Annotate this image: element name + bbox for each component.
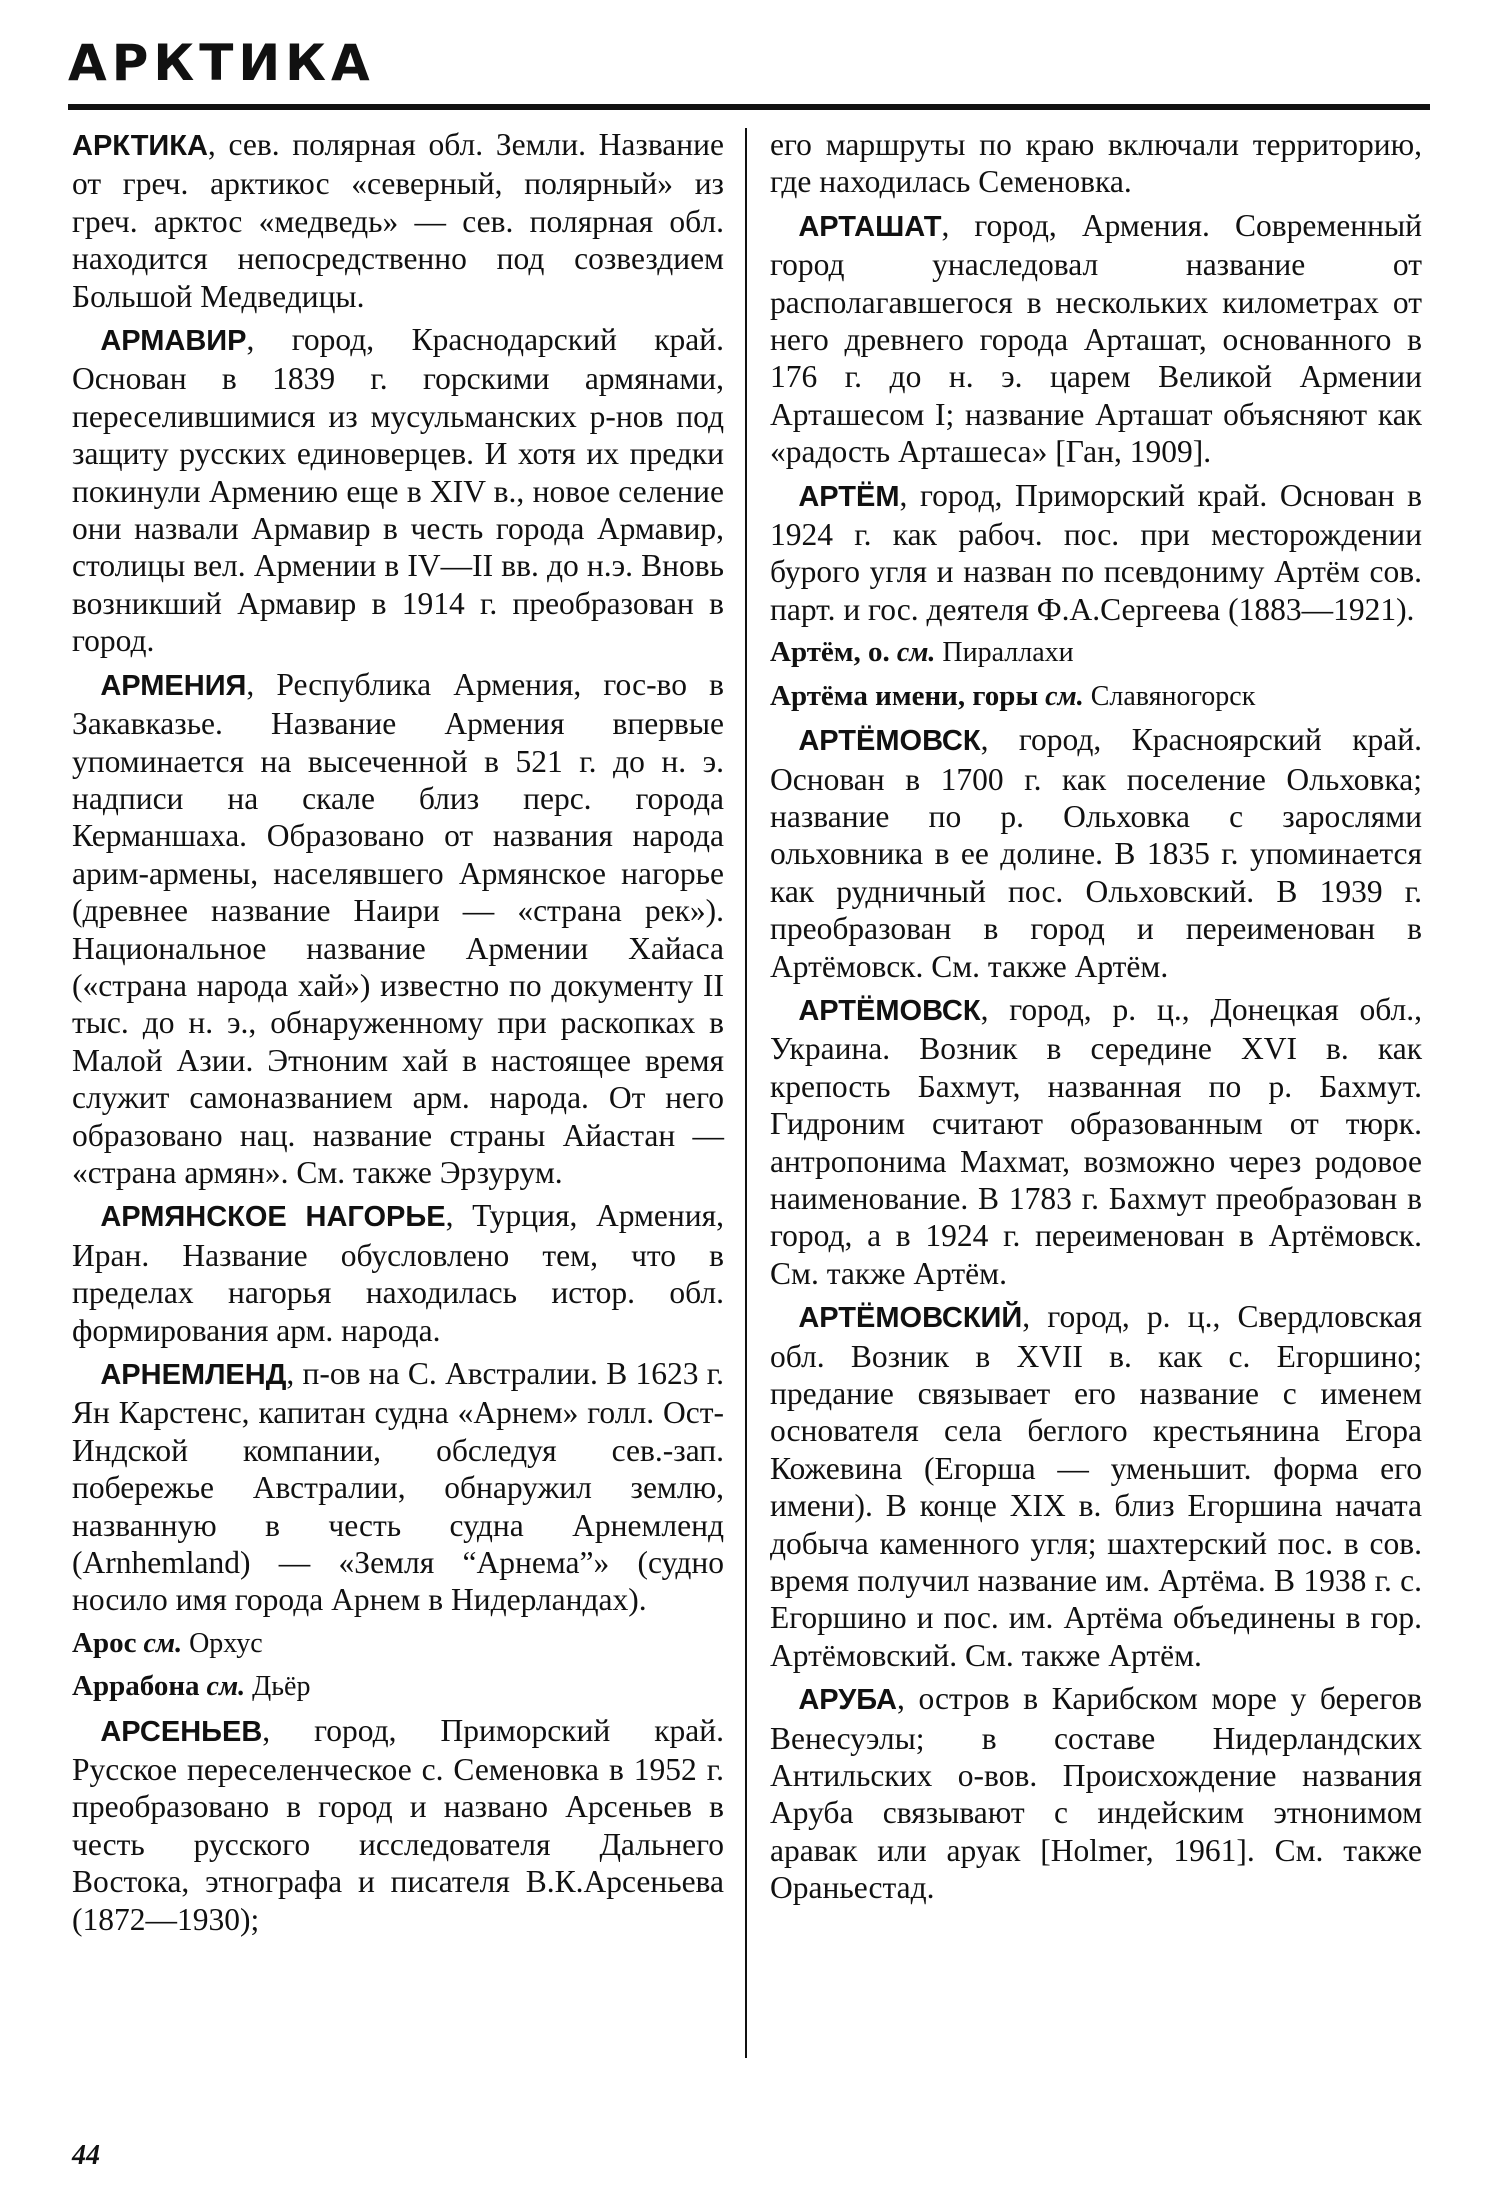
see-reference: см.	[896, 637, 936, 669]
entry-ref-artyoma-gory	[770, 678, 1422, 715]
entry-text: , город, Приморский край. Русское переселенческое с. Семеновка в 1952 г. преобразовано в город и названо Арсеньев в честь русского исследователя Дальнего Востока, этнографа и писателя В.К.Арсеньева (1872—1930);	[72, 1712, 724, 1937]
headword: АРТАШАТ	[798, 210, 942, 243]
column-divider	[745, 128, 747, 2058]
entry-artyomovsk-krasnoyarsk	[770, 721, 1422, 985]
entry-armyanskoe-nagorye	[72, 1197, 724, 1349]
entry-arktika	[72, 126, 724, 315]
headword: АРУБА	[798, 1684, 897, 1717]
headword: Аррабона	[72, 1670, 200, 1703]
entry-artyomovsky	[770, 1298, 1422, 1674]
see-reference: см.	[206, 1671, 246, 1703]
headword: АРМЕНИЯ	[100, 669, 247, 702]
entry-text: , город, Краснодарский край. Основан в 1839 г. горскими армянами, переселившимися из мусульманских р-нов под защиту русских единоверцев. И хотя их предки покинули Армению еще в XIV в., новое селение они назвали Армавир в честь города Армавир, столицы вел. Армении в IV—II вв. до н.э. Вновь возникший Армавир в 1914 г. преобразован в город.	[72, 322, 724, 659]
headword: Артёма имени, горы	[770, 679, 1039, 712]
entry-aruba	[770, 1680, 1422, 1906]
entry-armeniya	[72, 666, 724, 1192]
entry-text: , Республика Армения, гос-во в Закавказье. Название Армения впервые упоминается на высеченной в 521 г. до н. э. надписи на скале близ перс. города Керманшаха. Образовано от названия народа арим-армены, населявшего Армянское нагорье (древнее название Наири — «страна рек»). Национальное название Армении Хайаса («страна народа хай») известно по документу II тыс. до н. э., обнаруженному при раскопках в Малой Азии. Этноним хай в настоящее время служит самоназванием арм. народа. От него образовано нац. название страны Айастан — «страна армян». См. также Эрзурум.	[72, 666, 724, 1190]
headword: Артём, о.	[770, 636, 890, 669]
entry-ref-aros	[72, 1625, 724, 1662]
entry-text: , город, Армения. Современный город унаследовал название от располагавшегося в нескольких километрах от него древнего города Арташат, основанного в 176 г. до н. э. царем Великой Армении Арташесом I; название Арташат объясняют как «радость Арташеса» [Ган, 1909].	[770, 207, 1422, 470]
headword: АРМЯНСКОЕ НАГОРЬЕ	[100, 1201, 446, 1234]
entry-artyomovsk-donetsk	[770, 991, 1422, 1292]
left-column	[72, 126, 724, 1944]
headword: АРТЁМ	[798, 480, 900, 513]
reference-target: Орхус	[189, 1627, 263, 1659]
reference-target: Пираллахи	[942, 637, 1074, 669]
header-rule	[68, 104, 1430, 110]
reference-target: Дьёр	[252, 1671, 311, 1703]
entry-text: , п-ов на С. Австралии. В 1623 г. Ян Карстенс, капитан судна «Арнем» голл. Ост-Индской компании, обследуя сев.-зап. побережье Австралии, обнаружил землю, названную в честь судна Арнемленд (Arnhemland) — «Земля “Арнема”» (судно носило имя города Арнем в Нидерландах).	[72, 1356, 724, 1618]
entry-artashat	[770, 207, 1422, 471]
entry-text: , Турция, Армения, Иран. Название обусловлено тем, что в пределах нагорья находилась истор. обл. формирования арм. народа.	[72, 1198, 724, 1348]
headword: Арос	[72, 1626, 137, 1659]
headword: АРСЕНЬЕВ	[100, 1715, 263, 1748]
see-reference: см.	[143, 1627, 183, 1659]
entry-text: , город, р. ц., Свердловская обл. Возник в XVII в. как с. Егоршино; предание связывает его название с именем основателя села беглого крестьянина Егора Кожевина (Егорша — уменьшит. форма его имени). В конце XIX в. близ Егоршина начата добыча каменного угля; шахтерский пос. в сов. время получил название им. Артёма. В 1938 г. с. Егоршино и пос. им. Артёма объединены в гор. Артёмовский. См. также Артём.	[770, 1299, 1422, 1673]
entry-ref-artyom-island	[770, 634, 1422, 671]
reference-target: Славяногорск	[1090, 680, 1256, 712]
entry-text: , город, Красноярский край. Основан в 1700 г. как поселение Ольховка; название по р. Ольховка с зарослями ольховника в ее долине. В 1835 г. упоминается как рудничный пос. Ольховский. В 1939 г. преобразован в город и переименован в Артёмовск. См. также Артём.	[770, 722, 1422, 984]
entry-text: , город, Приморский край. Основан в 1924 г. как рабоч. пос. при месторождении бурого угля и назван по псевдониму Артём сов. парт. и гос. деятеля Ф.А.Сергеева (1883—1921).	[770, 477, 1422, 627]
entry-continuation	[770, 126, 1422, 201]
headword: АРТЁМОВСК	[798, 725, 981, 758]
entry-ref-arrabona	[72, 1668, 724, 1705]
headword: АРТЁМОВСК	[798, 994, 981, 1027]
headword: АРНЕМЛЕНД	[100, 1359, 287, 1391]
entry-armavir	[72, 321, 724, 660]
entry-text: , остров в Карибском море у берегов Венесуэлы; в составе Нидерландских Антильских о-вов. Происхождение названия Аруба связывают с индейским этнонимом аравак или аруак [Holmer, 1961]. См. также Ораньестад.	[770, 1681, 1422, 1906]
entry-artyom	[770, 477, 1422, 629]
headword: АРМАВИР	[100, 325, 247, 358]
headword: АРТЁМОВСКИЙ	[798, 1302, 1023, 1335]
headword: АРКТИКА	[72, 130, 208, 162]
entry-text: , город, р. ц., Донецкая обл., Украина. Возник в середине XVI в. как крепость Бахмут, названная по р. Бахмут. Гидроним считают образованным от тюрк. антропонима Махмат, возможно через родовое наименование. В 1783 г. Бахмут преобразован в город, а в 1924 г. переименован в Артёмовск. См. также Артём.	[770, 991, 1422, 1291]
right-column	[770, 126, 1422, 1913]
running-title: АРКТИКА	[68, 34, 375, 92]
entry-text: его маршруты по краю включали территорию, где находилась Семеновка.	[770, 127, 1422, 200]
entry-text: , сев. полярная обл. Земли. Название от греч. арктикос «северный, полярный» из греч. арктос «медведь» — сев. полярная обл. находится непосредственно под созвездием Большой Медведицы.	[72, 127, 724, 314]
entry-arsenyev	[72, 1712, 724, 1938]
see-reference: см.	[1045, 680, 1084, 712]
page-number: 44	[72, 2140, 100, 2171]
entry-arnemlend	[72, 1355, 724, 1619]
